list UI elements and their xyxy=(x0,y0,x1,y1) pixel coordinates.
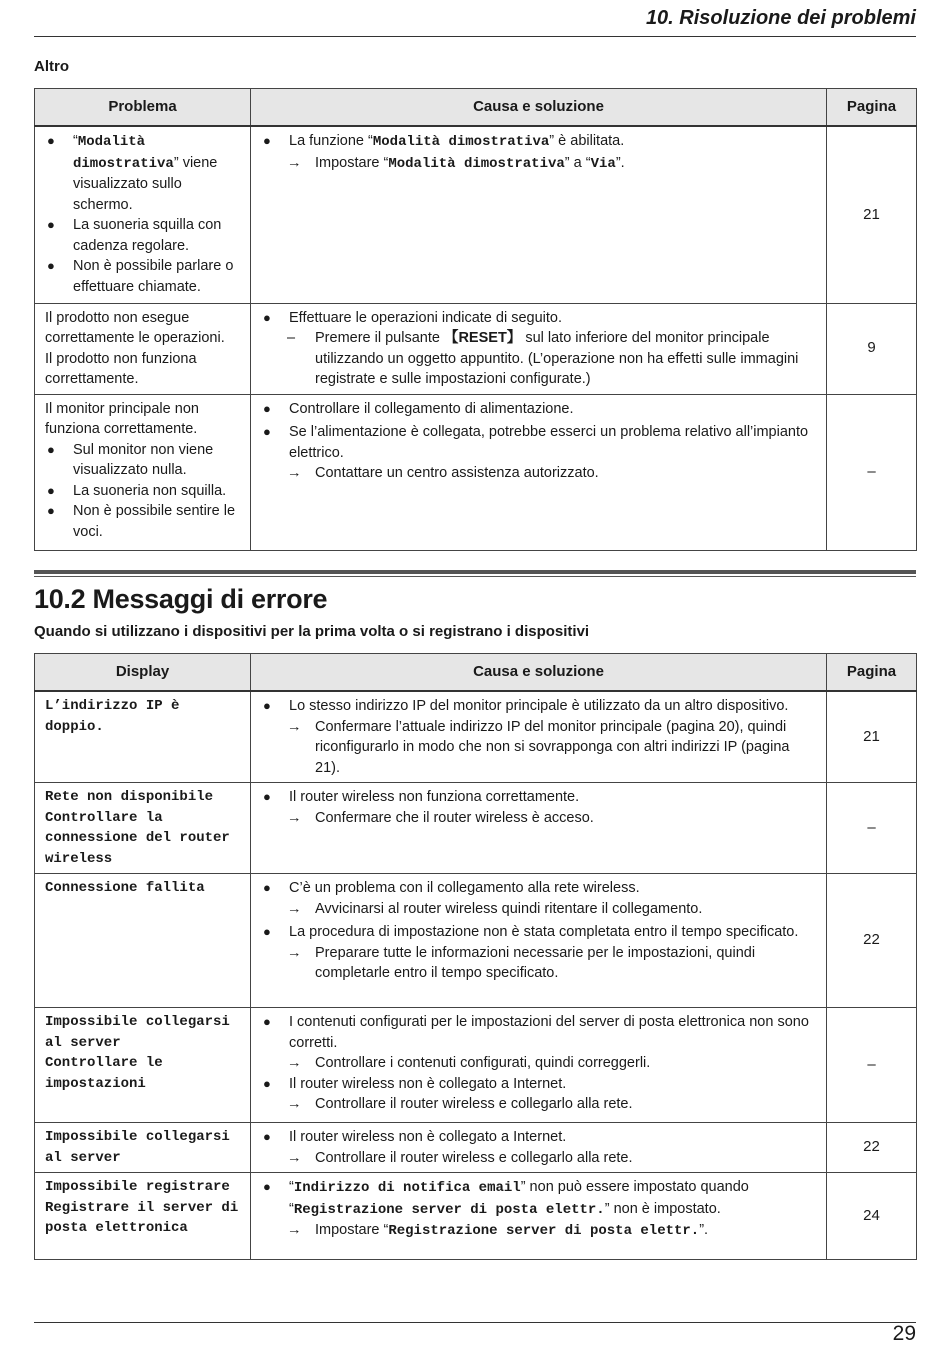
problem-cell xyxy=(35,394,251,550)
bullet-icon: ● xyxy=(47,503,55,518)
altro-table xyxy=(34,88,917,551)
solution-item: → Impostare “Registrazione server di posta elettr.”. xyxy=(287,1222,709,1239)
cause-item: ● Se l’alimentazione è collegata, potrebbe esserci un problema relativo all’impianto elettrico. xyxy=(263,424,809,461)
cause-cell xyxy=(251,783,827,874)
display-cell xyxy=(35,874,251,1008)
arrow-icon: → xyxy=(287,154,302,171)
table-row xyxy=(35,303,917,394)
bullet-icon: ● xyxy=(47,482,55,498)
page-header xyxy=(34,6,916,37)
cause-cell xyxy=(251,1123,827,1173)
arrow-icon: → xyxy=(287,718,302,735)
problem-text: Il prodotto non esegue correttamente le operazioni. xyxy=(45,309,225,346)
cause-cell xyxy=(251,874,827,1008)
cause-item: ● Controllare il collegamento di alimentazione. xyxy=(261,399,816,420)
dash-icon: – xyxy=(287,330,296,346)
cause-item: ● Il router wireless non è collegato a Internet. xyxy=(261,1127,816,1148)
solution-item: – Premere il pulsante 【RESET】 sul lato inferiore del monitor principale utilizzando un oggetto appuntito. (L’operazione non ha effetti sulle immagini registrate e sulle impostazioni configurate.) xyxy=(287,330,799,387)
cause-item: ● “Indirizzo di notifica email” non può essere impostato quando “Registrazione server di posta elettr.” non è impostato. xyxy=(263,1179,749,1218)
arrow-icon: → xyxy=(287,1222,302,1238)
altro-label: Altro xyxy=(34,58,69,75)
display-message: Impossibile collegarsi al server xyxy=(45,1014,230,1051)
bullet-icon: ● xyxy=(47,133,55,148)
bullet-icon: ● xyxy=(263,400,271,416)
table-row xyxy=(35,783,917,874)
solution-item: → Controllare i contenuti configurati, quindi correggerli. xyxy=(261,1053,816,1074)
display-cell xyxy=(35,691,251,783)
section-title: 10.2 Messaggi di errore xyxy=(34,584,328,614)
problem-cell xyxy=(35,303,251,394)
table-row xyxy=(35,691,917,783)
bullet-icon: ● xyxy=(263,1014,271,1029)
table-row xyxy=(35,394,917,550)
problem-item: ● Sul monitor non viene visualizzato nulla. xyxy=(47,441,214,478)
cause-cell xyxy=(251,1173,827,1260)
arrow-icon: → xyxy=(287,465,302,481)
bullet-icon: ● xyxy=(47,441,55,457)
problem-item: ● Non è possibile sentire le voci. xyxy=(47,503,236,540)
problem-item: ● Non è possibile parlare o effettuare chiamate. xyxy=(47,258,234,295)
page-cell: 21 xyxy=(827,691,917,783)
table-row xyxy=(35,1123,917,1173)
solution-item: → Controllare il router wireless e collegarlo alla rete. xyxy=(261,1148,816,1169)
arrow-icon: → xyxy=(287,1055,302,1071)
display-cell xyxy=(35,1008,251,1123)
cause-item: ● C’è un problema con il collegamento alla rete wireless. xyxy=(261,878,816,899)
cause-cell xyxy=(251,303,827,394)
problem-item: ● “Modalità dimostrativa” viene visualizzato sullo schermo. xyxy=(47,133,218,213)
bullet-icon: ● xyxy=(47,258,55,273)
section-rule xyxy=(34,576,916,577)
display-message: Rete non disponibile Controllare la connessione del router wireless xyxy=(45,789,230,867)
column-header-page: Pagina xyxy=(827,89,917,127)
column-header-display: Display xyxy=(35,654,251,692)
cause-item: ● Il router wireless non è collegato a Internet. xyxy=(261,1074,816,1095)
bullet-icon: ● xyxy=(263,789,271,804)
page-cell: 22 xyxy=(827,874,917,1008)
cause-cell xyxy=(251,1008,827,1123)
page-cell: 21 xyxy=(827,126,917,303)
section-rule xyxy=(34,570,916,574)
table-row xyxy=(35,874,917,1008)
display-message: Controllare le impostazioni xyxy=(45,1055,163,1092)
arrow-icon: → xyxy=(287,900,302,917)
cause-cell xyxy=(251,126,827,303)
solution-item: → Contattare un centro assistenza autorizzato. xyxy=(261,463,816,484)
cause-item: ● Lo stesso indirizzo IP del monitor principale è utilizzato da un altro dispositivo. xyxy=(261,696,816,717)
table-header-row xyxy=(35,654,917,692)
bullet-icon: ● xyxy=(263,880,271,895)
cause-item: ● Effettuare le operazioni indicate di seguito. xyxy=(261,308,816,329)
page-cell: 9 xyxy=(827,303,917,394)
display-cell xyxy=(35,1173,251,1260)
error-messages-table xyxy=(34,653,917,1260)
bullet-icon: ● xyxy=(263,133,271,148)
bullet-icon: ● xyxy=(263,424,271,439)
table-row xyxy=(35,126,917,303)
reset-key-label: 【RESET】 xyxy=(443,330,522,346)
page-cell: 24 xyxy=(827,1173,917,1260)
cause-item: ● La procedura di impostazione non è stata completata entro il tempo specificato. xyxy=(261,922,816,943)
bullet-icon: ● xyxy=(263,309,271,325)
page-cell: – xyxy=(827,1008,917,1123)
footer-rule xyxy=(34,1322,916,1323)
problem-cell xyxy=(35,126,251,303)
problem-item: ● La suoneria non squilla. xyxy=(45,481,240,502)
bullet-icon: ● xyxy=(263,698,271,713)
column-header-cause: Causa e soluzione xyxy=(251,654,827,692)
bullet-icon: ● xyxy=(263,1179,271,1194)
cause-item: ● Il router wireless non funziona correttamente. xyxy=(261,787,816,808)
display-message: Impossibile collegarsi al server xyxy=(45,1129,230,1166)
display-message: L’indirizzo IP è doppio. xyxy=(45,698,180,735)
arrow-icon: → xyxy=(287,944,302,961)
chapter-title: 10. Risoluzione dei problemi xyxy=(645,7,916,29)
table-row xyxy=(35,1173,917,1260)
arrow-icon: → xyxy=(287,809,302,826)
solution-item: → Confermare l’attuale indirizzo IP del monitor principale (pagina 20), quindi riconfigurarlo in modo che non si sovrapponga con altri indirizzi IP (pagina 21). xyxy=(287,718,790,776)
bullet-icon: ● xyxy=(263,1129,271,1144)
column-header-problem: Problema xyxy=(35,89,251,127)
display-cell xyxy=(35,1123,251,1173)
section-subtitle: Quando si utilizzano i dispositivi per la prima volta o si registrano i dispositivi xyxy=(34,623,590,640)
bullet-icon: ● xyxy=(47,217,55,232)
column-header-page: Pagina xyxy=(827,654,917,692)
cause-cell xyxy=(251,691,827,783)
cause-cell xyxy=(251,394,827,550)
display-message: Connessione fallita xyxy=(45,880,205,896)
arrow-icon: → xyxy=(287,1149,302,1166)
problem-text: Il prodotto non funziona correttamente. xyxy=(45,350,197,387)
table-row xyxy=(35,1008,917,1123)
page-cell: – xyxy=(827,783,917,874)
cause-item: ● La funzione “Modalità dimostrativa” è abilitata. xyxy=(263,133,625,150)
solution-item: → Impostare “Modalità dimostrativa” a “Via”. xyxy=(287,154,625,172)
table-header-row xyxy=(35,89,917,127)
problem-text: Il monitor principale non funziona correttamente. xyxy=(45,400,199,437)
arrow-icon: → xyxy=(287,1096,302,1112)
column-header-cause: Causa e soluzione xyxy=(251,89,827,127)
solution-item: → Controllare il router wireless e collegarlo alla rete. xyxy=(261,1094,816,1115)
cause-item: ● I contenuti configurati per le impostazioni del server di posta elettronica non sono corretti. xyxy=(263,1014,809,1051)
page-number: 29 xyxy=(892,1322,916,1345)
problem-item: ● La suoneria squilla con cadenza regolare. xyxy=(47,217,222,254)
solution-item: → Avvicinarsi al router wireless quindi ritentare il collegamento. xyxy=(261,899,816,920)
bullet-icon: ● xyxy=(263,924,271,939)
display-message: Impossibile registrare Registrare il server di posta elettronica xyxy=(45,1179,239,1236)
display-cell xyxy=(35,783,251,874)
page-cell: – xyxy=(827,394,917,550)
page-cell: 22 xyxy=(827,1123,917,1173)
solution-item: → Preparare tutte le informazioni necessarie per le impostazioni, quindi completarle entro il tempo specificato. xyxy=(287,944,756,981)
bullet-icon: ● xyxy=(263,1075,271,1091)
solution-item: → Confermare che il router wireless è acceso. xyxy=(261,808,816,829)
